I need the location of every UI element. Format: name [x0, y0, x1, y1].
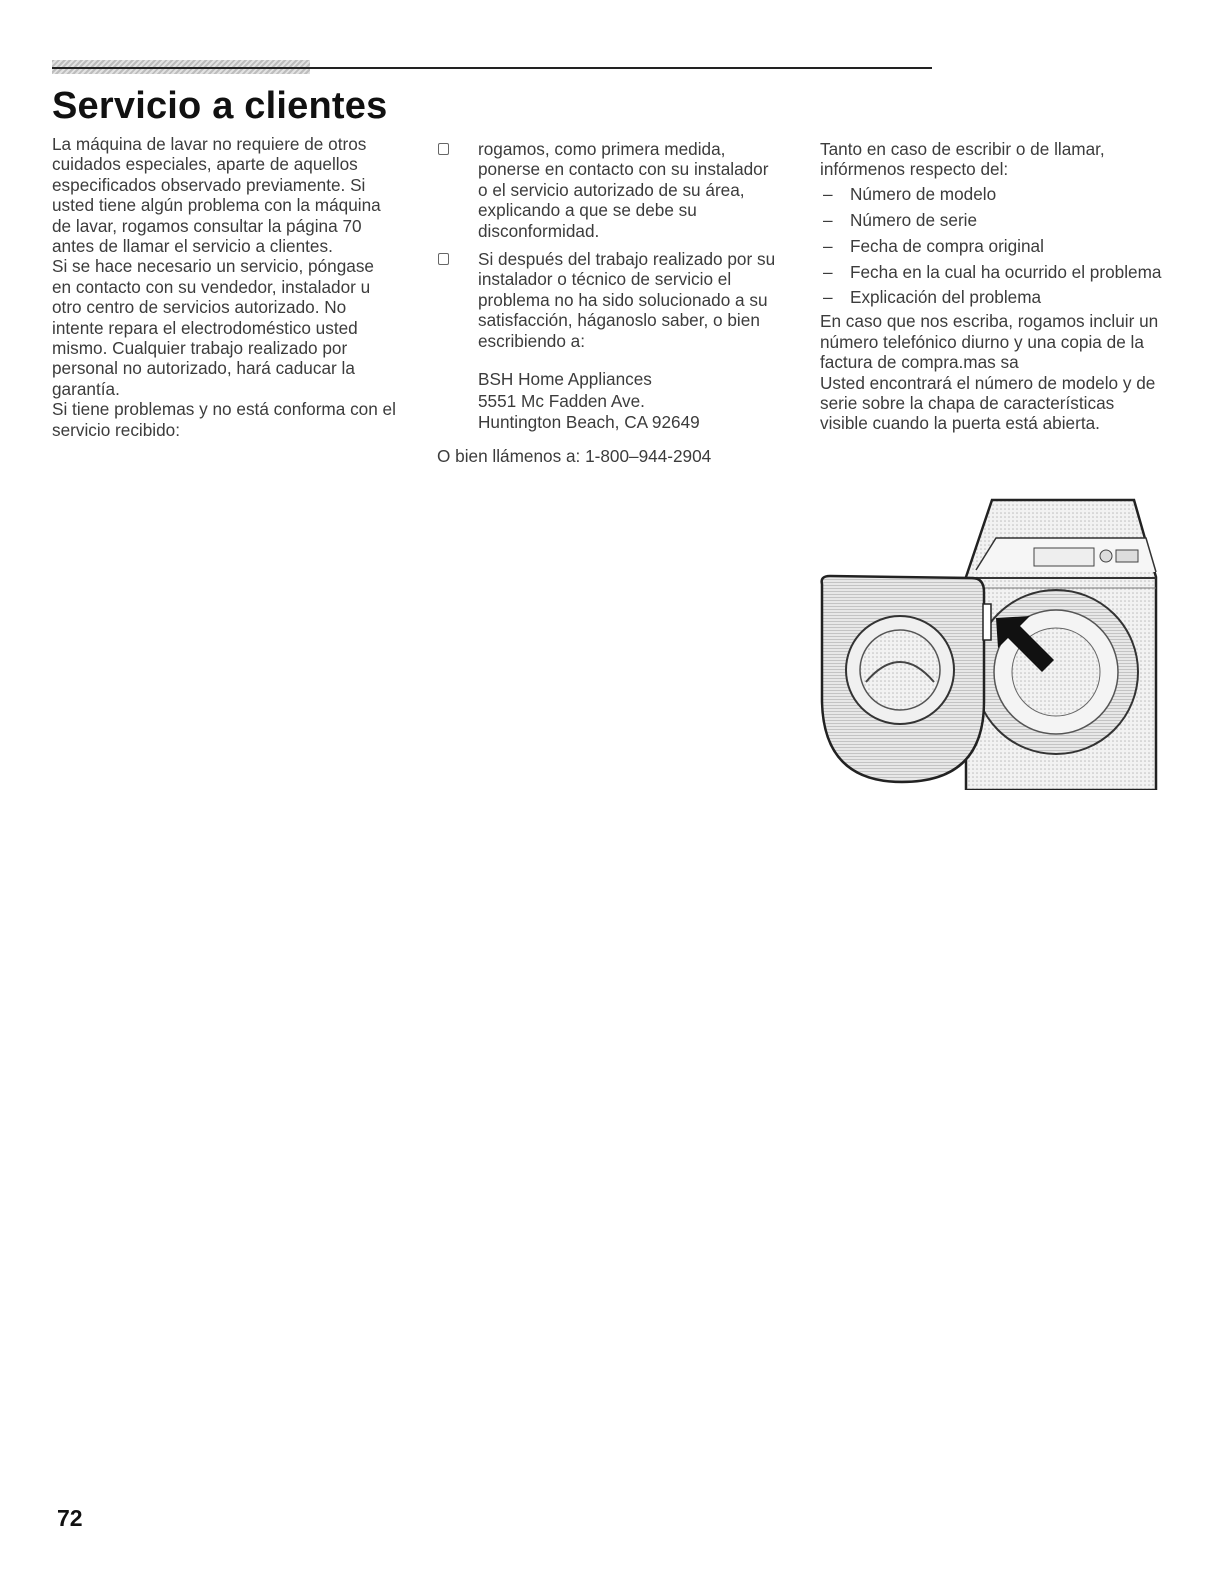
bullet-item: [437, 139, 782, 241]
list-item: – Fecha de compra original: [823, 235, 1044, 256]
checkbox-bullet-icon: [438, 253, 449, 265]
column-middle: [437, 139, 782, 466]
page-number: 72: [57, 1505, 83, 1531]
letter-paragraph: En caso que nos escriba, rogamos incluir un número telefónico diurno y una copia de la factura de compra.mas sa: [820, 311, 1159, 373]
intro-paragraph: La máquina de lavar no requiere de otros cuidados especiales, aparte de aquellos especificados observado previamente. Si usted tiene algún problema con la máquina de lavar, rogamos consultar la página 70 antes de llamar el servicio a clientes.: [52, 134, 381, 257]
mailing-address: [478, 369, 782, 434]
service-paragraph: Si se hace necesario un servicio, póngase en contacto con su vendedor, instalador u otro centro de servicios autorizado. No intente repara el electrodoméstico usted mismo. Cualquier trabajo realizado por personal no autorizado, hará caducar la garantía.: [52, 256, 374, 399]
list-item: – Fecha en la cual ha ocurrido el problema: [823, 261, 1162, 282]
checkbox-bullet-icon: [438, 143, 449, 155]
bullet-item: [437, 249, 782, 351]
header-rule: [52, 67, 932, 69]
info-intro: Tanto en caso de escribir o de llamar, infórmenos respecto del:: [820, 139, 1105, 180]
page-title: Servicio a clientes: [52, 85, 388, 127]
bullet-text: rogamos, como primera medida, ponerse en contacto con su instalador o el servicio autorizado de su área, explicando a que se debe su disconformidad.: [478, 139, 769, 241]
address-line: 5551 Mc Fadden Ave.: [478, 390, 645, 411]
address-line: BSH Home Appliances: [478, 369, 652, 390]
list-item: – Número de serie: [823, 209, 978, 230]
column-right: [820, 139, 1170, 434]
complaint-paragraph: Si tiene problemas y no está conforma con el servicio recibido:: [52, 399, 396, 440]
bullet-text: Si después del trabajo realizado por su instalador o técnico de servicio el problema no ha sido solucionado a su satisfacción, háganoslo saber, o bien escribiendo a:: [478, 249, 776, 351]
list-item: – Explicación del problema: [823, 287, 1042, 308]
list-item: – Número de modelo: [823, 183, 997, 204]
column-left: [52, 134, 397, 440]
rating-plate-paragraph: Usted encontrará el número de modelo y de serie sobre la chapa de características visible cuando la puerta está abierta.: [820, 372, 1156, 434]
address-line: Huntington Beach, CA 92649: [478, 412, 700, 433]
washer-rating-plate-illustration: [816, 492, 1158, 790]
phone-line: O bien llámenos a: 1-800–944-2904: [437, 445, 712, 466]
